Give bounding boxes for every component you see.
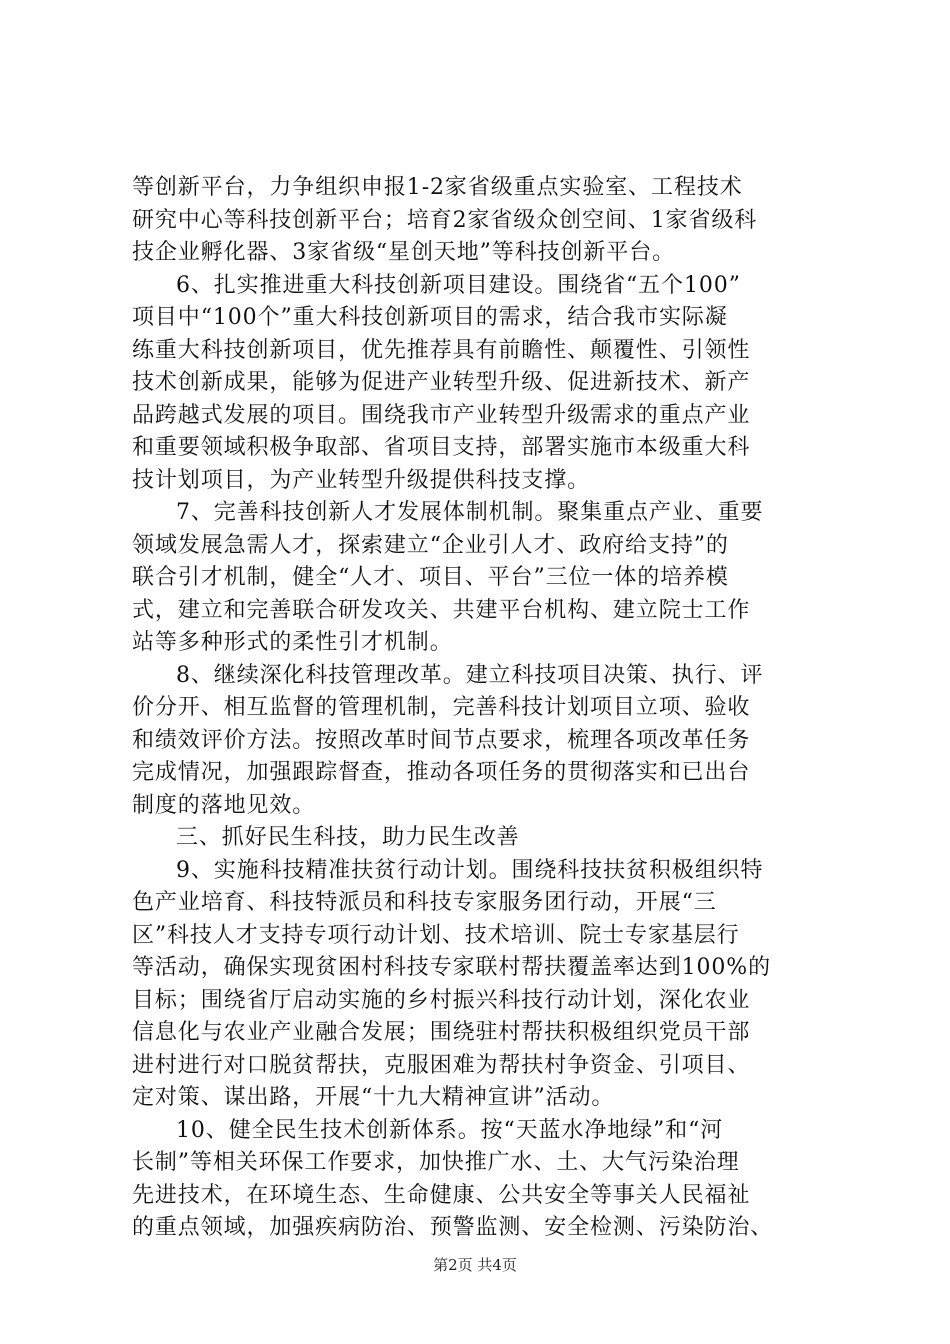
- text-line: 和重要领域积极争取部、省项目支持，部署实施市本级重大科: [132, 435, 751, 460]
- text-line: 技计划项目，为产业转型升级提供科技支撑。: [132, 467, 591, 493]
- paragraph-first-line: 6、扎实推进重大科技创新项目建设。围绕省“五个100”: [176, 272, 741, 298]
- text-line: 完成情况，加强跟踪督查，推动各项任务的贯彻落实和已出台: [132, 760, 751, 785]
- text-line: 领域发展急需人才，探索建立“企业引人才、政府给支持”的: [132, 532, 729, 558]
- text-line: 等创新平台，力争组织申报1-2家省级重点实验室、工程技术: [132, 175, 743, 200]
- text-line: 先进技术，在环境生态、生命健康、公共安全等事关人民福祉: [132, 1182, 751, 1208]
- paragraph-first-line: 10、健全民生技术创新体系。按“天蓝水净地绿”和“河: [176, 1117, 724, 1143]
- text-line: 练重大科技创新项目，优先推荐具有前瞻性、颠覆性、引领性: [132, 337, 751, 363]
- text-line: 研究中心等科技创新平台；培育2家省级众创空间、1家省级科: [132, 207, 758, 233]
- text-line: 站等多种形式的柔性引才机制。: [132, 630, 453, 655]
- text-line: 等活动，确保实现贫困村科技专家联村帮扶覆盖率达到100%的: [132, 955, 771, 980]
- text-line: 目标；围绕省厅启动实施的乡村振兴科技行动计划，深化农业: [132, 987, 751, 1013]
- text-line: 进村进行对口脱贫帮扶，克服困难为帮扶村争资金、引项目、: [132, 1052, 751, 1078]
- text-line: 联合引才机制，健全“人才、项目、平台”三位一体的培养模: [132, 565, 729, 590]
- text-line: 技术创新成果，能够为促进产业转型升级、促进新技术、新产: [132, 370, 751, 395]
- text-line: 和绩效评价方法。按照改革时间节点要求，梳理各项改革任务: [132, 727, 751, 753]
- text-line: 制度的落地见效。: [132, 792, 316, 818]
- text-line: 信息化与农业产业融合发展；围绕驻村帮扶积极组织党员干部: [132, 1020, 751, 1045]
- section-heading: 三、抓好民生科技，助力民生改善: [176, 825, 520, 850]
- text-line: 的重点领域，加强疾病防治、预警监测、安全检测、污染防治、: [132, 1215, 774, 1240]
- paragraph-first-line: 9、实施科技精准扶贫行动计划。围绕科技扶贫积极组织特: [176, 857, 764, 883]
- text-line: 色产业培育、科技特派员和科技专家服务团行动，开展“三: [132, 890, 717, 915]
- text-line: 定对策、谋出路，开展“十九大精神宣讲”活动。: [132, 1085, 615, 1110]
- paragraph-first-line: 8、继续深化科技管理改革。建立科技项目决策、执行、评: [176, 662, 764, 688]
- text-line: 区”科技人才支持专项行动计划、技术培训、院士专家基层行: [132, 922, 740, 948]
- text-line: 技企业孵化器、3家省级“星创天地”等科技创新平台。: [132, 240, 675, 265]
- page-footer: 第2页 共4页: [433, 1256, 517, 1274]
- text-line: 长制”等相关环保工作要求，加快推广水、土、大气污染治理: [132, 1150, 740, 1175]
- document-body: [132, 172, 832, 1245]
- text-line: 品跨越式发展的项目。围绕我市产业转型升级需求的重点产业: [132, 402, 751, 428]
- paragraph-first-line: 7、完善科技创新人才发展体制机制。聚集重点产业、重要: [176, 500, 764, 525]
- text-line: 价分开、相互监督的管理机制，完善科技计划项目立项、验收: [132, 695, 751, 720]
- text-line: 式，建立和完善联合研发攻关、共建平台机构、建立院士工作: [132, 597, 751, 623]
- text-line: 项目中“100个”重大科技创新项目的需求，结合我市实际凝: [132, 305, 728, 330]
